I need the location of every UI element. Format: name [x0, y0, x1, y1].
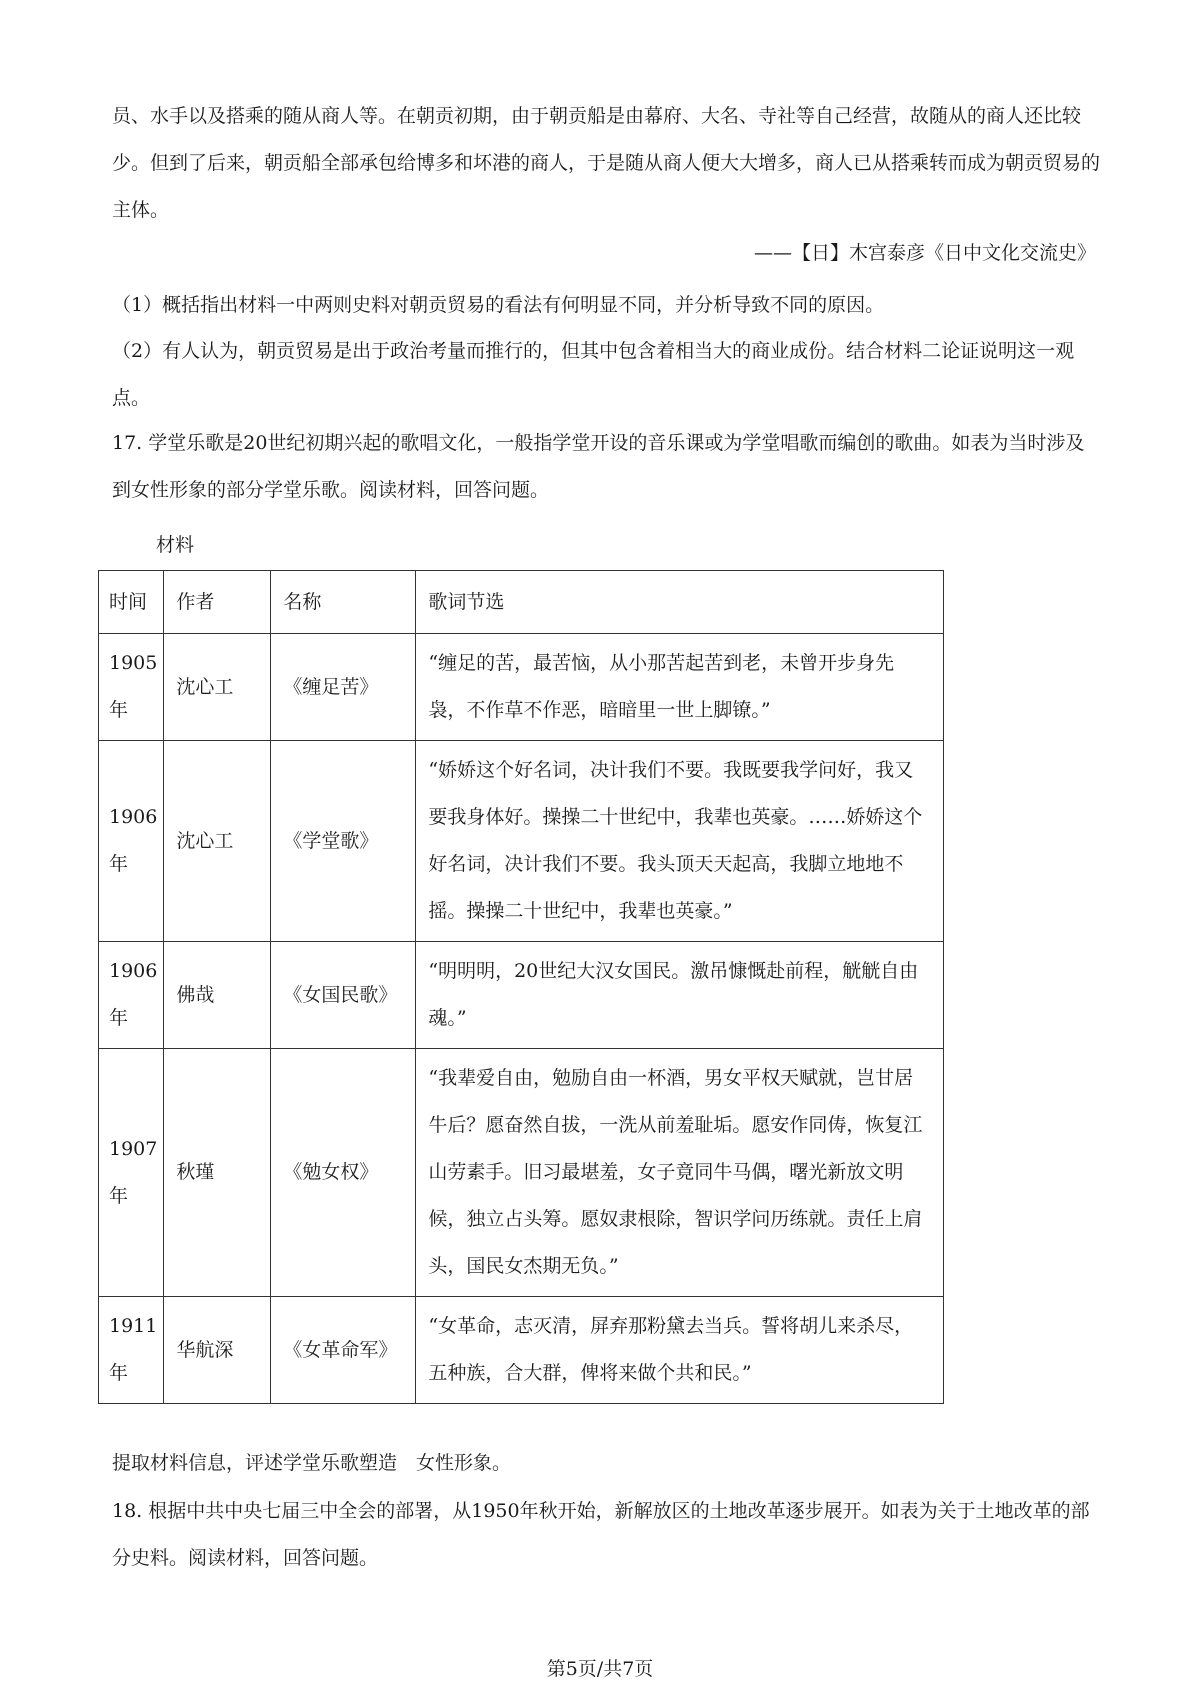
- row-year: 1911年: [99, 1297, 164, 1404]
- row-author: 沈心工: [164, 634, 271, 741]
- table-header-row: [99, 571, 944, 634]
- header-author: 作者: [164, 571, 271, 634]
- material-label: 材料: [156, 534, 195, 556]
- table-row: [99, 942, 944, 1049]
- header-time: 时间: [99, 571, 164, 634]
- table-row: [99, 634, 944, 741]
- row-lyric: “娇娇这个好名词，决计我们不要。我既要我学问好，我又要我身体好。操操二十世纪中，我辈也英豪。……娇娇这个好名词，决计我们不要。我头顶天天起高，我脚立地地不摇。操操二十世纪中，我辈也英豪。”: [416, 741, 944, 942]
- question-16-part-1: （1）概括指出材料一中两则史料对朝贡贸易的看法有何明显不同，并分析导致不同的原因。: [112, 294, 885, 316]
- row-author: 沈心工: [164, 741, 271, 942]
- row-title: 《学堂歌》: [271, 741, 416, 942]
- question-17-intro: 17. 学堂乐歌是20世纪初期兴起的歌唱文化，一般指学堂开设的音乐课或为学堂唱歌而编创的歌曲。如表为当时涉及到女性形象的部分学堂乐歌。阅读材料，回答问题。: [112, 432, 1085, 501]
- source-citation: ——【日】木宫泰彦《日中文化交流史》: [753, 242, 1096, 264]
- row-year: 1907年: [99, 1049, 164, 1297]
- question-16-part-2: （2）有人认为，朝贡贸易是出于政治考量而推行的，但其中包含着相当大的商业成份。结合材料二论证说明这一观点。: [112, 340, 1075, 409]
- row-year: 1906年: [99, 741, 164, 942]
- row-lyric: “明明明，20世纪大汉女国民。激吊慷慨赴前程，觥觥自由魂。”: [416, 942, 944, 1049]
- row-lyric: “缠足的苦，最苦恼，从小那苦起苦到老，未曾开步身先袅，不作草不作恶，暗暗里一世上脚镣。”: [416, 634, 944, 741]
- header-title: 名称: [271, 571, 416, 634]
- paragraph-material-two-continued: 员、水手以及搭乘的随从商人等。在朝贡初期，由于朝贡船是由幕府、大名、寺社等自己经营，故随从的商人还比较少。但到了后来，朝贡船全部承包给博多和坏港的商人，于是随从商人便大大增多，商人已从搭乘转而成为朝贡贸易的主体。: [112, 105, 1101, 221]
- row-author: 华航深: [164, 1297, 271, 1404]
- row-year: 1905年: [99, 634, 164, 741]
- row-lyric: “我辈爱自由，勉励自由一杯酒，男女平权天赋就，岂甘居牛后？愿奋然自拔，一洗从前羞耻垢。愿安作同俦，恢复江山劳素手。旧习最堪羞，女子竟同牛马偶，曙光新放文明候，独立占头筹。愿奴隶根除，智识学问历练就。责任上肩头，国民女杰期无负。”: [416, 1049, 944, 1297]
- row-author: 佛哉: [164, 942, 271, 1049]
- table-row: [99, 1297, 944, 1404]
- page-number: 第5页/共7页: [546, 1658, 654, 1680]
- row-author: 秋瑾: [164, 1049, 271, 1297]
- row-lyric: “女革命，志灭清，屏弃那粉黛去当兵。誓将胡儿来杀尽，五种族，合大群，俾将来做个共和民。”: [416, 1297, 944, 1404]
- school-songs-table: [98, 570, 944, 1404]
- table-row: [99, 741, 944, 942]
- row-title: 《女革命军》: [271, 1297, 416, 1404]
- header-lyrics: 歌词节选: [416, 571, 944, 634]
- question-17-prompt: 提取材料信息，评述学堂乐歌塑造 女性形象。: [112, 1452, 512, 1474]
- row-title: 《勉女权》: [271, 1049, 416, 1297]
- table-row: [99, 1049, 944, 1297]
- row-title: 《缠足苦》: [271, 634, 416, 741]
- question-18-intro: 18. 根据中共中央七届三中全会的部署，从1950年秋开始，新解放区的土地改革逐步展开。如表为关于土地改革的部分史料。阅读材料，回答问题。: [112, 1500, 1090, 1569]
- row-year: 1906年: [99, 942, 164, 1049]
- row-title: 《女国民歌》: [271, 942, 416, 1049]
